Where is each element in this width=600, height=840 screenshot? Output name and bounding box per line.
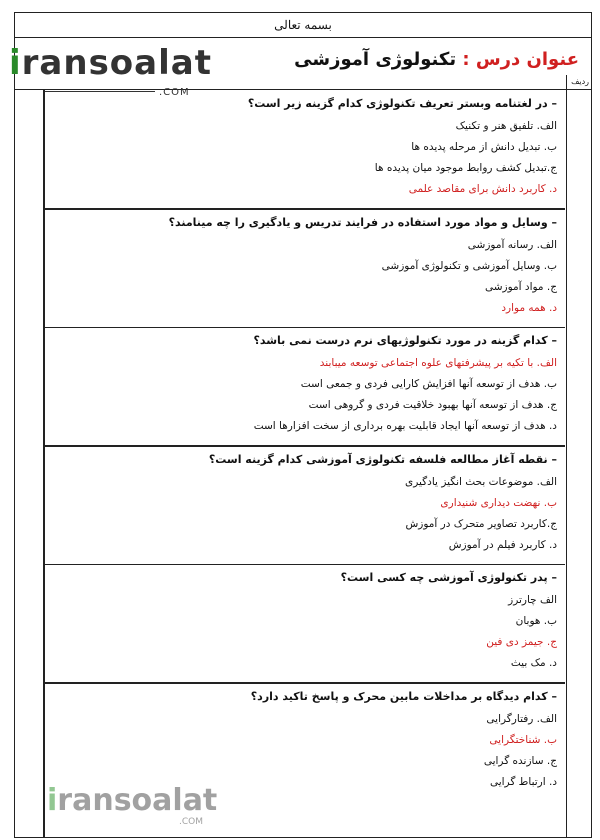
watermark-text: iransoalat — [47, 783, 218, 818]
question-stem: – وسایل و مواد مورد استفاده در فرایند تدریس و یادگیری را چه مینامند؟ — [168, 215, 557, 229]
question-2 — [45, 210, 565, 319]
option-a-correct: الف. با تکیه بر پیشرفتهای علوه اجتماعی توسعه میبابند — [319, 357, 557, 369]
option-d: د. کاربرد فیلم در آموزش — [448, 538, 557, 551]
option-d-correct: د. کاربرد دانش برای مقاصد علمی — [408, 183, 557, 195]
option-d: د. مک بیث — [510, 657, 557, 669]
radif-label: ردیف — [571, 77, 589, 86]
option-d-correct: د. همه موارد — [501, 301, 557, 314]
option-c-correct: ج. جیمز دی فین — [486, 636, 557, 648]
course-title — [294, 49, 579, 70]
option-b-correct: ب. شناختگرایی — [489, 733, 557, 746]
option-a: الف چارترز — [508, 594, 557, 606]
option-a: الف. رسانه آموزشی — [467, 238, 557, 251]
logo-i-letter: i — [9, 43, 22, 83]
question-stem: – نقطه آغاز مطالعه فلسفه تکنولوژی آموزشی کدام گزینه است؟ — [208, 452, 557, 466]
option-d: د. ارتباط گرایی — [489, 775, 557, 788]
option-c: ج. سازنده گرایی — [483, 754, 557, 767]
option-b: ب. هوبان — [515, 615, 557, 627]
bismillah-header: بسمه تعالی — [15, 13, 591, 38]
option-b: ب. هدف از توسعه آنها افزایش کارایی فردی و جمعی است — [300, 378, 557, 390]
option-a: الف. تلفیق هنر و تکنیک — [455, 120, 557, 132]
option-a: الف. موضوعات بحث انگیز یادگیری — [405, 475, 557, 488]
question-4 — [45, 447, 565, 556]
option-d: د. هدف از توسعه آنها ایجاد قابلیت بهره برداری از سخت افزارها است — [253, 420, 557, 432]
logo-domain: .COM — [159, 87, 190, 98]
question-6 — [45, 684, 565, 793]
option-c: ج.کاربرد تصاویر متحرک در آموزش — [405, 517, 557, 530]
question-5 — [45, 565, 565, 674]
watermark-logo — [47, 783, 237, 829]
title-row — [9, 37, 591, 98]
logo-brand-rest: ransoalat — [21, 43, 212, 83]
option-c: ج. مواد آموزشی — [484, 280, 557, 293]
question-stem: – کدام دیدگاه بر مداخلات مابین محرک و پاسخ تاکید دارد؟ — [250, 689, 557, 703]
option-b-correct: ب. نهضت دیداری شنیداری — [440, 496, 557, 509]
option-c: ج.تبدیل کشف روابط موجود میان پدیده ها — [374, 162, 557, 174]
exam-page — [9, 12, 592, 838]
question-stem: – کدام گزینه در مورد تکنولوژیهای نرم درست نمی باشد؟ — [253, 334, 557, 347]
question-3 — [45, 328, 565, 437]
watermark-domain: .COM — [179, 817, 203, 827]
question-stem: – پدر تکنولوژی آموزشی چه کسی است؟ — [340, 571, 557, 584]
option-c: ج. هدف از توسعه آنها بهبود خلاقیت فردی و گروهی است — [308, 399, 557, 411]
option-b: ب. وسایل آموزشی و تکنولوژی آموزشی — [381, 259, 557, 272]
brand-logo-text — [9, 43, 212, 83]
course-value: تکنولوژی آموزشی — [294, 49, 457, 70]
question-stem: – در لغتنامه وبستر تعریف تکنولوژی کدام گزینه زیر است؟ — [247, 97, 557, 110]
course-label: عنوان درس : — [462, 49, 579, 70]
question-1 — [45, 91, 565, 200]
questions-area — [45, 91, 565, 837]
right-margin-line — [566, 75, 568, 837]
option-a: الف. رفتارگرایی — [486, 712, 557, 725]
option-b: ب. تبدیل دانش از مرحله پدیده ها — [411, 141, 557, 153]
